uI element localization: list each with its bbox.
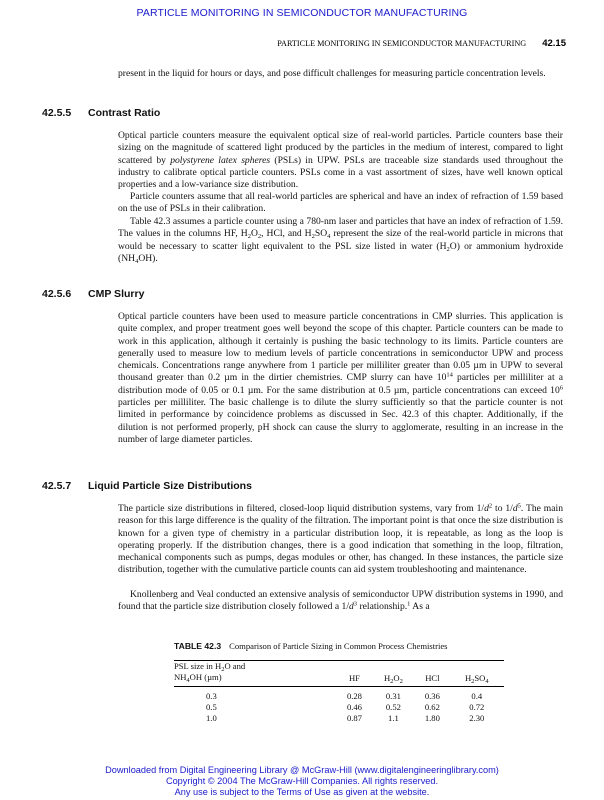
text-run: particles per milliliter at a distribution mode of 0.05 or 0.1 µm. For the same distribution at 0.5 µm, particle concentrations can exceed 10 <box>118 372 563 396</box>
particle-sizing-table <box>174 660 504 724</box>
contrast-paragraph-3 <box>118 216 563 265</box>
superscript: 14 <box>446 371 453 379</box>
intro-paragraph: present in the liquid for hours or days, and pose difficult challenges for measuring particle concentration levels. <box>118 68 546 79</box>
top-banner: PARTICLE MONITORING IN SEMICONDUCTOR MANUFACTURING <box>136 7 468 19</box>
text-run: SO <box>314 228 328 240</box>
subscript: 2 <box>257 233 262 241</box>
column-header-psl-size <box>174 661 337 687</box>
text-run: Optical particle counters have been used to measure particle concentrations in CMP slurries. This application is quite complex, and proper treatment goes well beyond the scope of this chapter. Particle counters can be made to work in this application, although it certainly is pushing the basic technology to its limits. Particle counters are generally used to measure low to medium levels of particle concentrations in semiconductor UPW and process chemicals. Concentrations range anywhere from 1 particle per milliliter greater than 0.05 µm in UPW to several thousand greater than 0.2 µm in the dirtier chemistries. CMP slurry can have 10 <box>118 311 563 384</box>
section-heading-cmp-slurry <box>42 288 144 300</box>
table-header-row <box>174 661 504 687</box>
table-cell: 0.5 <box>206 702 217 712</box>
table-row <box>174 713 504 724</box>
section-title: Liquid Particle Size Distributions <box>88 480 252 492</box>
table-row <box>174 687 504 703</box>
footer-line-download[interactable]: Downloaded from Digital Engineering Library @ McGraw-Hill (www.digitalengineeringlibrary.com) <box>105 765 499 775</box>
text-run: O and <box>224 661 246 671</box>
column-header-hcl: HCl <box>425 673 440 683</box>
table-cell: 1.80 <box>424 713 440 723</box>
table-cell: 0.31 <box>385 691 401 701</box>
column-header-hf: HF <box>348 673 360 683</box>
text-run: Table 42.3 assumes a particle counter using a 780-nm laser and particles that have an index of refraction of 1.59. The values in the columns HF, H <box>118 216 563 240</box>
superscript: 1 <box>407 600 411 608</box>
subscript: 4 <box>135 257 139 265</box>
table-cell: 1.0 <box>206 713 217 723</box>
table-cell: 0.62 <box>424 702 440 712</box>
math-variable: d <box>512 503 518 514</box>
section-number: 42.5.7 <box>42 480 72 492</box>
subscript: 2 <box>221 666 225 673</box>
running-header-title: PARTICLE MONITORING IN SEMICONDUCTOR MANUFACTURING <box>277 39 527 48</box>
subscript: 2 <box>390 678 394 685</box>
distribution-paragraph-1 <box>118 503 563 577</box>
text-run: O <box>393 673 400 683</box>
text-run: O <box>250 228 258 240</box>
text-run: represent the size of the real-world particle in microns that would be necessary to scatter light equivalent to the PSL size listed in water (H <box>118 228 563 252</box>
text-run: As a <box>410 601 430 613</box>
column-header-h2o2 <box>372 661 415 687</box>
text-run: OH (µm) <box>189 672 222 682</box>
text-run: Knollenberg and Veal conducted an extensive analysis of semiconductor UPW distribution systems in 1990, and found that the particle size distribution closely followed a 1/ <box>118 589 563 613</box>
superscript: 3 <box>353 600 358 608</box>
running-header <box>277 38 566 49</box>
emphasis-text: polystyrene latex spheres <box>170 154 271 166</box>
table-cell: 0.52 <box>385 702 401 712</box>
section-heading-size-distributions <box>42 480 252 492</box>
table-cell: 0.4 <box>471 691 483 701</box>
text-run: NH <box>174 672 187 682</box>
subscript: 2 <box>471 678 475 685</box>
section-number: 42.5.5 <box>42 107 72 119</box>
text-run: Optical particle counters measure the equivalent optical size of real-world particles. Particle counters base their sizing on the magnitude of scattered light produced by the particles in the medium of interest, compared to light scattered by <box>118 130 563 166</box>
text-run: . The main reason for this large difference is the quality of the filtration. The important point is that once the size distribution is known for a given type of chemistry in a particular distribution loop, it is repeatable, as long as the loop is operating properly. If the distribution changes, there is a good indication that something in the loop, filtration, mechanical components such as pumps, degas modules or other, has changed. In these instances, the particle size distribution, together with the cumulative particle counts can aid system troubleshooting and maintenance. <box>118 503 563 576</box>
table-cell: 0.3 <box>206 691 217 701</box>
subscript: 2 <box>311 233 315 241</box>
text-run: (PSLs) in UPW. PSLs are traceable size standards used throughout the industry to calibrate optical particle counters. PSLs come in a vast assortment of sizes, have well known optical properties and a low-variance size distribution. <box>118 154 563 191</box>
subscript: 4 <box>327 233 331 241</box>
section-number: 42.5.6 <box>42 288 72 300</box>
math-variable: d <box>349 601 354 613</box>
text-run: O) or ammonium hydroxide (NH <box>118 240 563 264</box>
superscript: 2 <box>488 502 493 510</box>
table-caption-text: Comparison of Particle Sizing in Common Process Chemistries <box>229 641 448 651</box>
subscript: 2 <box>399 678 403 685</box>
text-run: H <box>464 673 472 683</box>
superscript: 5 <box>517 502 521 510</box>
table-cell: 1.1 <box>388 713 399 723</box>
section-title: Contrast Ratio <box>88 107 161 119</box>
text-run: particles per milliliter. The basic challenge is to dilute the slurry sufficiently so that the particle counter is not limited in performance by coincidence problems as discussed in Sec. 42.3 of this chapter. Additionally, if the dilution is not performed properly, pH shock can cause the slurry to agglomerate, resulting in an increase in the number of large diameter particles. <box>118 397 563 445</box>
text-run: relationship. <box>357 601 408 613</box>
table-cell: 0.46 <box>346 702 362 712</box>
math-variable: d <box>484 503 489 514</box>
distribution-paragraph-2 <box>118 589 563 614</box>
table-cell: 2.30 <box>469 713 485 723</box>
text-run: OH). <box>138 252 158 264</box>
table-cell: 0.72 <box>469 702 485 712</box>
contrast-paragraph-1 <box>118 130 563 191</box>
text-run: , HCl, and H <box>261 228 312 240</box>
contrast-paragraph-2: Particle counters assume that all real-world particles are spherical and have an index of refraction of 1.59 based on the use of PSLs in their calibration. <box>118 191 563 215</box>
subscript: 4 <box>186 677 190 684</box>
table-label: TABLE 42.3 <box>174 641 222 651</box>
text-run: H <box>383 673 391 683</box>
subscript: 2 <box>446 245 450 253</box>
section-title: CMP Slurry <box>88 288 145 300</box>
column-header-h2so4 <box>450 661 504 687</box>
text-run: SO <box>474 673 486 683</box>
cmp-paragraph <box>118 311 563 446</box>
table-cell: 0.87 <box>346 713 362 723</box>
table-row <box>174 702 504 713</box>
section-heading-contrast-ratio <box>42 107 160 119</box>
subscript: 4 <box>485 678 489 685</box>
footer-line-terms[interactable]: Any use is subject to the Terms of Use as given at the website. <box>174 787 430 797</box>
superscript: 6 <box>559 384 563 392</box>
table-caption <box>174 641 448 651</box>
download-footer <box>0 765 604 798</box>
page-number: 42.15 <box>542 38 566 49</box>
text-run: PSL size in H <box>174 661 222 671</box>
table-cell: 0.36 <box>424 691 440 701</box>
text-run: The particle size distributions in filtered, closed-loop liquid distribution systems, vary from 1/ <box>118 503 485 514</box>
footer-line-copyright: Copyright © 2004 The McGraw-Hill Companies. All rights reserved. <box>165 776 439 786</box>
table-cell: 0.28 <box>346 691 362 701</box>
subscript: 2 <box>247 233 251 241</box>
text-run: to 1/ <box>492 503 513 514</box>
